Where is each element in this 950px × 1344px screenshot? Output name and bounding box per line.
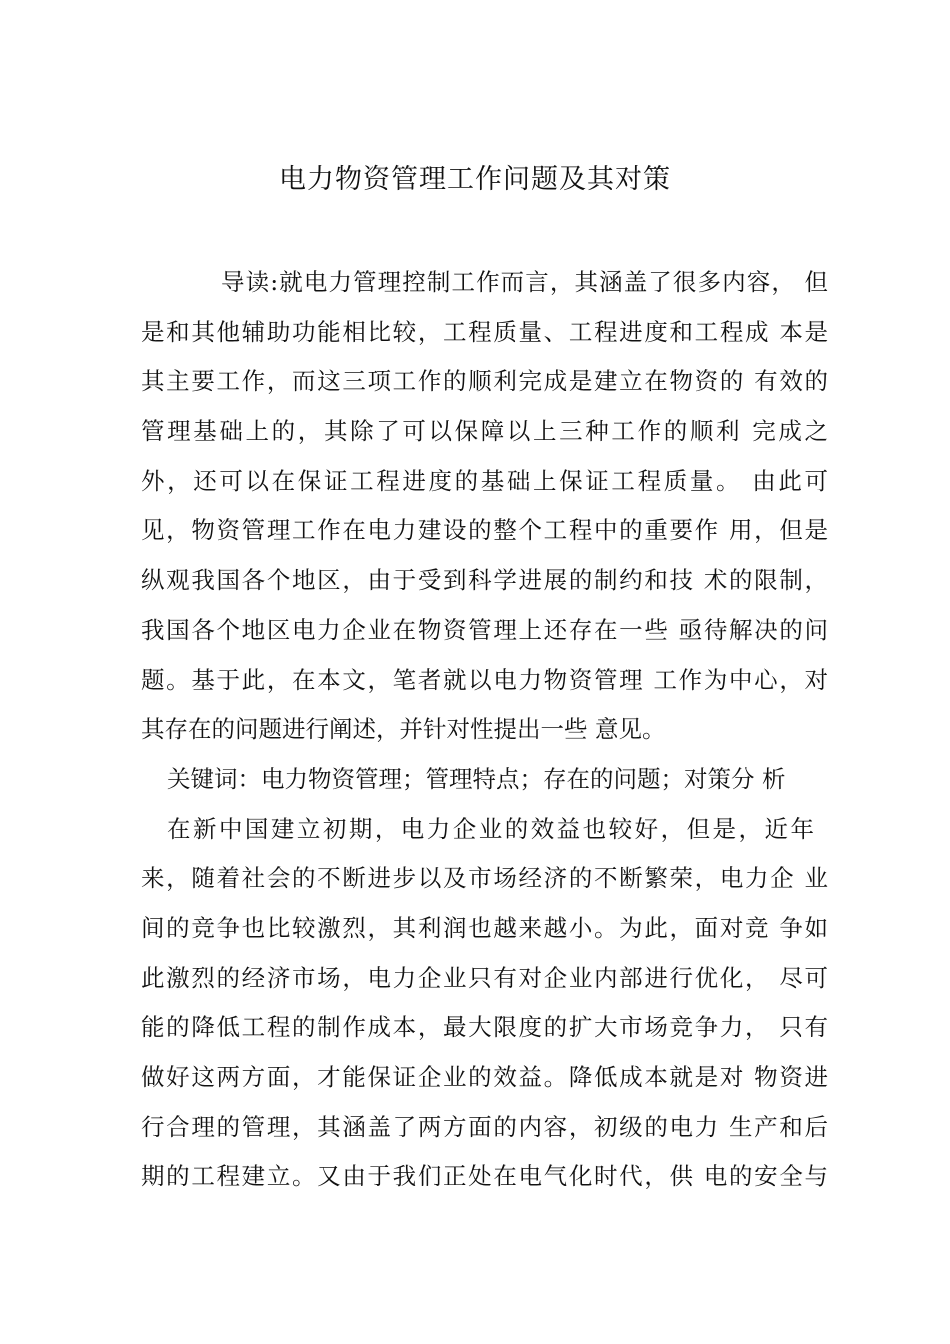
paragraph-line: 能的降低工程的制作成本，最大限度的扩大市场竞争力， 只有 xyxy=(141,1013,828,1042)
keywords-line: 关键词：电力物资管理；管理特点；存在的问题；对策分 析 xyxy=(167,764,786,793)
document-body xyxy=(141,258,841,1202)
paragraph-line: 是和其他辅助功能相比较，工程质量、工程进度和工程成 本是 xyxy=(141,317,828,346)
paragraph-line: 行合理的管理，其涵盖了两方面的内容，初级的电力 生产和后 xyxy=(141,1112,828,1141)
paragraph-line: 来，随着社会的不断进步以及市场经济的不断繁荣，电力企 业 xyxy=(141,864,828,893)
paragraph-line: 其主要工作，而这三项工作的顺利完成是建立在物资的 有效的 xyxy=(141,367,828,396)
paragraph-line: 在新中国建立初期，电力企业的效益也较好，但是，近年 xyxy=(167,814,814,843)
paragraph-line: 此激烈的经济市场，电力企业只有对企业内部进行优化， 尽可 xyxy=(141,963,828,992)
paragraph-line: 间的竞争也比较激烈，其利润也越来越小。为此，面对竞 争如 xyxy=(141,913,828,942)
paragraph-line: 做好这两方面，才能保证企业的效益。降低成本就是对 物资进 xyxy=(141,1063,828,1091)
paragraph-line: 期的工程建立。又由于我们正处在电气化时代，供 电的安全与 xyxy=(141,1162,828,1191)
paragraph-line: 其存在的问题进行阐述，并针对性提出一些 意见。 xyxy=(141,715,666,744)
document-title: 电力物资管理工作问题及其对策 xyxy=(279,164,671,195)
paragraph-line: 导读:就电力管理控制工作而言，其涵盖了很多内容， 但 xyxy=(221,268,828,296)
paragraph-line: 纵观我国各个地区，由于受到科学进展的制约和技 术的限制， xyxy=(141,566,828,595)
paragraph-line: 见，物资管理工作在电力建设的整个工程中的重要作 用，但是 xyxy=(141,516,828,545)
paragraph-line: 我国各个地区电力企业在物资管理上还存在一些 亟待解决的问 xyxy=(141,615,828,644)
paragraph-line: 外，还可以在保证工程进度的基础上保证工程质量。 由此可 xyxy=(141,466,828,495)
paragraph-line: 管理基础上的，其除了可以保障以上三种工作的顺利 完成之 xyxy=(141,417,828,446)
paragraph-line: 题。基于此，在本文，笔者就以电力物资管理 工作为中心，对 xyxy=(141,665,828,694)
